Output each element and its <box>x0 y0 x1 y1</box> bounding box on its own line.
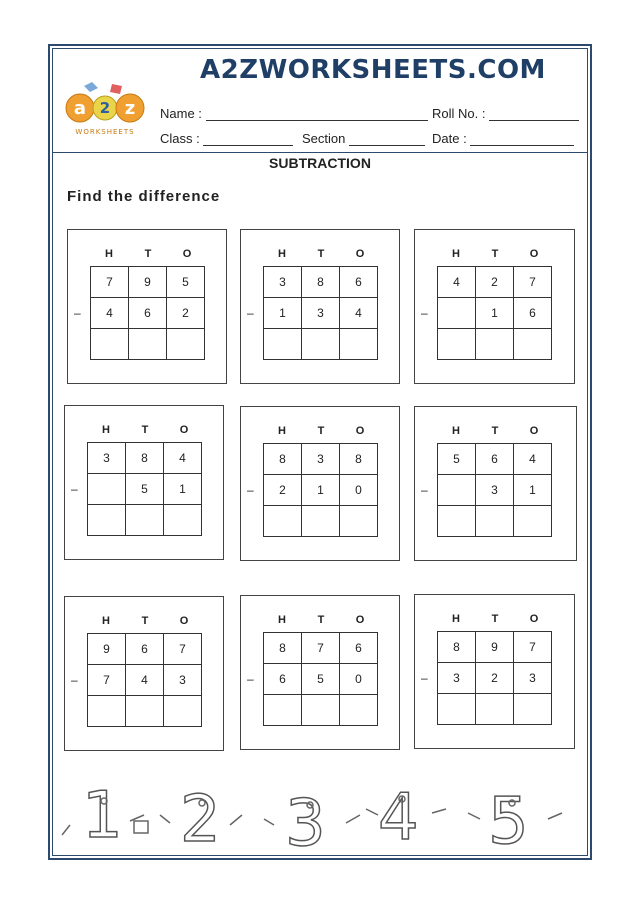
subtrahend-digit <box>438 298 476 329</box>
worksheet-title: SUBTRACTION <box>269 155 371 171</box>
hto-grid <box>437 443 552 537</box>
minus-sign: – <box>74 306 81 320</box>
column-header: T <box>144 248 152 260</box>
svg-text:2: 2 <box>99 99 111 117</box>
column-header: T <box>317 614 325 626</box>
column-header: H <box>105 248 113 260</box>
a2z-logo <box>62 78 148 138</box>
minus-sign: – <box>71 482 78 496</box>
column-header: O <box>355 614 365 626</box>
column-header: O <box>529 425 539 437</box>
minuend-digit: 4 <box>438 267 476 298</box>
subtrahend-digit: 2 <box>264 475 302 506</box>
minuend-digit: 7 <box>514 632 552 663</box>
site-title: A2ZWORKSHEETS.COM <box>200 55 546 85</box>
hto-grid <box>90 266 205 360</box>
minuend-digit: 5 <box>438 444 476 475</box>
problem-box <box>240 229 400 384</box>
column-header: O <box>529 248 539 260</box>
minus-sign: – <box>247 672 254 686</box>
subtrahend-digit: 6 <box>514 298 552 329</box>
problem-box <box>414 229 575 384</box>
column-header: T <box>491 248 499 260</box>
answer-cell[interactable] <box>438 694 476 725</box>
column-header: O <box>179 424 189 436</box>
problem-box <box>64 405 224 560</box>
subtrahend-digit: 4 <box>126 665 164 696</box>
subtrahend-digit: 6 <box>129 298 167 329</box>
answer-cell[interactable] <box>340 695 378 726</box>
subtrahend-digit: 1 <box>514 475 552 506</box>
subtrahend-digit: 3 <box>302 298 340 329</box>
answer-cell[interactable] <box>126 696 164 727</box>
minuend-digit: 3 <box>302 444 340 475</box>
hto-grid <box>263 632 378 726</box>
name-field[interactable] <box>160 106 428 121</box>
column-header: H <box>102 615 110 627</box>
answer-cell[interactable] <box>264 695 302 726</box>
header-divider <box>52 152 588 153</box>
date-blank[interactable] <box>470 133 574 146</box>
problem-box <box>240 595 400 750</box>
subtrahend-digit: 4 <box>91 298 129 329</box>
minus-sign: – <box>247 483 254 497</box>
minuend-digit: 8 <box>340 444 378 475</box>
answer-cell[interactable] <box>88 505 126 536</box>
minuend-digit: 4 <box>514 444 552 475</box>
column-header: H <box>452 613 460 625</box>
mascot-one: 1 <box>82 779 123 853</box>
roll-blank[interactable] <box>489 108 579 121</box>
answer-cell[interactable] <box>129 329 167 360</box>
class-label: Class : <box>160 131 200 146</box>
column-header: O <box>355 425 365 437</box>
hto-grid <box>263 443 378 537</box>
mascot-two: 2 <box>180 783 221 855</box>
roll-label: Roll No. : <box>432 106 486 121</box>
minuend-digit: 2 <box>476 267 514 298</box>
minuend-digit: 8 <box>126 443 164 474</box>
mascot-four: 4 <box>378 781 419 855</box>
minuend-digit: 7 <box>91 267 129 298</box>
column-header: T <box>491 613 499 625</box>
hto-grid <box>437 266 552 360</box>
column-header: O <box>529 613 539 625</box>
minuend-digit: 7 <box>302 633 340 664</box>
section-blank[interactable] <box>349 133 425 146</box>
minuend-digit: 7 <box>514 267 552 298</box>
svg-text:a: a <box>73 98 87 119</box>
subtrahend-digit <box>88 474 126 505</box>
problem-box <box>414 406 577 561</box>
column-header: T <box>141 424 149 436</box>
minuend-digit: 6 <box>476 444 514 475</box>
svg-text:z: z <box>124 98 136 119</box>
column-header: T <box>141 615 149 627</box>
column-header: O <box>179 615 189 627</box>
mascot-three: 3 <box>285 787 326 855</box>
minuend-digit: 9 <box>476 632 514 663</box>
section-label: Section <box>302 131 346 146</box>
subtrahend-digit: 0 <box>340 475 378 506</box>
minuend-digit: 9 <box>88 634 126 665</box>
name-blank[interactable] <box>206 108 428 121</box>
subtrahend-digit: 5 <box>302 664 340 695</box>
date-field[interactable] <box>432 131 574 146</box>
minuend-digit: 3 <box>264 267 302 298</box>
problem-box <box>64 596 224 751</box>
name-label: Name : <box>160 106 202 121</box>
answer-cell[interactable] <box>302 506 340 537</box>
section-field[interactable] <box>302 131 425 146</box>
column-header: H <box>278 248 286 260</box>
answer-cell[interactable] <box>167 329 205 360</box>
minus-sign: – <box>71 673 78 687</box>
minuend-digit: 7 <box>164 634 202 665</box>
minuend-digit: 5 <box>167 267 205 298</box>
minuend-digit: 6 <box>340 267 378 298</box>
minuend-digit: 6 <box>126 634 164 665</box>
mascot-five: 5 <box>488 785 529 855</box>
subtrahend-digit <box>438 475 476 506</box>
column-header: H <box>278 425 286 437</box>
number-mascots <box>60 765 580 855</box>
minuend-digit: 9 <box>129 267 167 298</box>
column-header: T <box>317 425 325 437</box>
subtrahend-digit: 0 <box>340 664 378 695</box>
minuend-digit: 8 <box>264 444 302 475</box>
problem-box <box>67 229 227 384</box>
answer-cell[interactable] <box>438 329 476 360</box>
roll-field[interactable] <box>432 106 579 121</box>
subtrahend-digit: 2 <box>476 663 514 694</box>
answer-cell[interactable] <box>126 505 164 536</box>
problem-box <box>240 406 400 561</box>
logo-text: WORKSHEETS <box>75 128 135 136</box>
column-header: T <box>491 425 499 437</box>
class-blank[interactable] <box>203 133 293 146</box>
subtrahend-digit: 4 <box>340 298 378 329</box>
answer-cell[interactable] <box>91 329 129 360</box>
answer-cell[interactable] <box>514 329 552 360</box>
answer-cell[interactable] <box>476 694 514 725</box>
answer-cell[interactable] <box>164 505 202 536</box>
subtrahend-digit: 7 <box>88 665 126 696</box>
minuend-digit: 6 <box>340 633 378 664</box>
minuend-digit: 4 <box>164 443 202 474</box>
answer-cell[interactable] <box>302 695 340 726</box>
subtrahend-digit: 3 <box>164 665 202 696</box>
subtrahend-digit: 5 <box>126 474 164 505</box>
answer-cell[interactable] <box>264 506 302 537</box>
column-header: H <box>102 424 110 436</box>
hto-grid <box>87 442 202 536</box>
subtrahend-digit: 3 <box>438 663 476 694</box>
column-header: O <box>355 248 365 260</box>
minuend-digit: 3 <box>88 443 126 474</box>
subtrahend-digit: 1 <box>302 475 340 506</box>
column-header: O <box>182 248 192 260</box>
hto-grid <box>87 633 202 727</box>
subtrahend-digit: 1 <box>476 298 514 329</box>
answer-cell[interactable] <box>88 696 126 727</box>
minus-sign: – <box>421 306 428 320</box>
answer-cell[interactable] <box>264 329 302 360</box>
minus-sign: – <box>247 306 254 320</box>
subtrahend-digit: 3 <box>514 663 552 694</box>
subtrahend-digit: 2 <box>167 298 205 329</box>
hto-grid <box>437 631 552 725</box>
answer-cell[interactable] <box>340 506 378 537</box>
date-label: Date : <box>432 131 467 146</box>
answer-cell[interactable] <box>514 506 552 537</box>
minuend-digit: 8 <box>438 632 476 663</box>
subtrahend-digit: 3 <box>476 475 514 506</box>
answer-cell[interactable] <box>340 329 378 360</box>
instruction-text: Find the difference <box>67 188 221 205</box>
minus-sign: – <box>421 483 428 497</box>
answer-cell[interactable] <box>476 329 514 360</box>
answer-cell[interactable] <box>438 506 476 537</box>
answer-cell[interactable] <box>514 694 552 725</box>
subtrahend-digit: 1 <box>264 298 302 329</box>
answer-cell[interactable] <box>476 506 514 537</box>
class-field[interactable] <box>160 131 293 146</box>
column-header: T <box>317 248 325 260</box>
column-header: H <box>278 614 286 626</box>
answer-cell[interactable] <box>164 696 202 727</box>
hto-grid <box>263 266 378 360</box>
column-header: H <box>452 425 460 437</box>
column-header: H <box>452 248 460 260</box>
minuend-digit: 8 <box>264 633 302 664</box>
subtrahend-digit: 1 <box>164 474 202 505</box>
problem-box <box>414 594 575 749</box>
subtrahend-digit: 6 <box>264 664 302 695</box>
minuend-digit: 8 <box>302 267 340 298</box>
minus-sign: – <box>421 671 428 685</box>
answer-cell[interactable] <box>302 329 340 360</box>
